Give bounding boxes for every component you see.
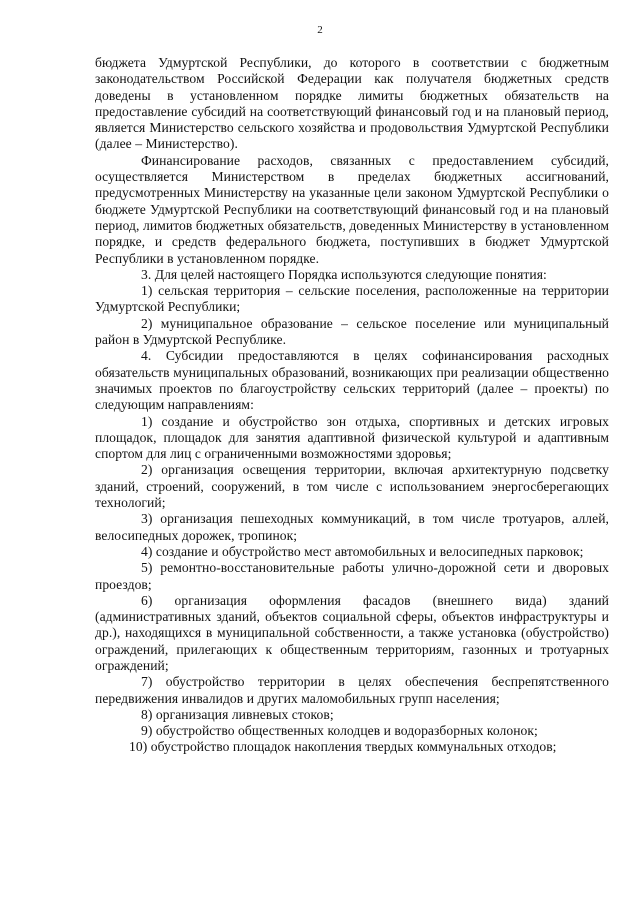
list-item: 2) организация освещения территории, включая архитектурную подсветку зданий, строений, сооружений, в том числе с использованием энергосберегающих технологий; <box>95 462 609 511</box>
page-number: 2 <box>317 24 323 36</box>
list-item: 6) организация оформления фасадов (внешнего вида) зданий (административных зданий, объектов социальной сферы, объектов инфраструктуры и др.), находящихся в муниципальной собственности, а также установка (обустройство) ограждений, прилегающих к общественным территориям, газонных и тротуарных ограждений; <box>95 592 609 673</box>
list-item: 10) обустройство площадок накопления твердых коммунальных отходов; <box>129 739 557 755</box>
definition-rural-territory: 1) сельская территория – сельские поселения, расположенные на территории Удмуртской Республики; <box>95 283 609 315</box>
list-item: 3) организация пешеходных коммуникаций, в том числе тротуаров, аллей, велосипедных дорожек, тропинок; <box>95 511 609 543</box>
list-item: 8) организация ливневых стоков; <box>141 706 334 722</box>
list-item: 1) создание и обустройство зон отдыха, спортивных и детских игровых площадок, площадок для занятия адаптивной физической культурой и адаптивным спортом для лиц с ограниченными возможностями здоровья; <box>95 413 609 462</box>
list-item: 4) создание и обустройство мест автомобильных и велосипедных парковок; <box>141 543 584 559</box>
paragraph-financing: Финансирование расходов, связанных с предоставлением субсидий, осуществляется Министерством в пределах бюджетных ассигнований, предусмотренных Министерству на указанные цели законом Удмуртской Республики о бюджете Удмуртской Республики на соответствующий финансовый год и на плановый период, лимитов бюджетных обязательств, доведенных Министерству в установленном порядке, и средств федерального бюджета, поступивших в бюджет Удмуртской Республики в установленном порядке. <box>95 152 609 266</box>
paragraph-subsidy-purposes: 4. Субсидии предоставляются в целях софинансирования расходных обязательств муниципальных образований, возникающих при реализации общественно значимых проектов по благоустройству сельских территорий (далее – проекты) по следующим направлениям: <box>95 348 609 413</box>
definition-municipality: 2) муниципальное образование – сельское поселение или муниципальный район в Удмуртской Республике. <box>95 315 609 348</box>
list-item: 5) ремонтно-восстановительные работы улично-дорожной сети и дворовых проездов; <box>95 560 609 592</box>
list-item: 7) обустройство территории в целях обеспечения беспрепятственного передвижения инвалидов и других маломобильных групп населения; <box>95 674 609 706</box>
document-body <box>95 55 609 756</box>
paragraph-budget-holder: бюджета Удмуртской Республики, до которого в соответствии с бюджетным законодательством Российской Федерации как получателя бюджетных средств доведены в установленном порядке лимиты бюджетных обязательств на предоставление субсидий на соответствующий финансовый год и на плановый период, является Министерство сельского хозяйства и продовольствия Удмуртской Республики (далее – Министерство). <box>95 55 609 152</box>
list-item: 9) обустройство общественных колодцев и водоразборных колонок; <box>141 723 538 739</box>
paragraph-definitions-intro: 3. Для целей настоящего Порядка используются следующие понятия: <box>141 266 547 282</box>
